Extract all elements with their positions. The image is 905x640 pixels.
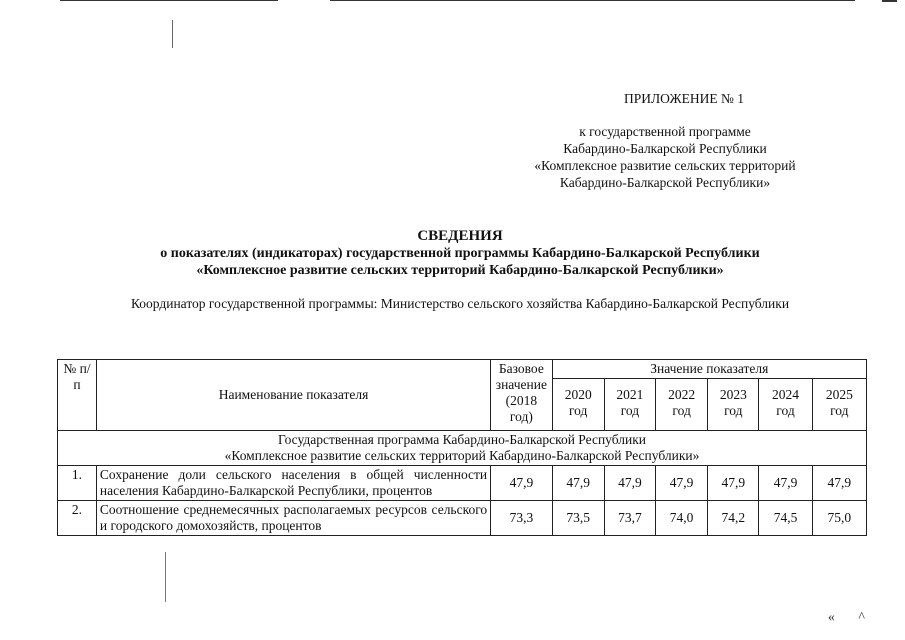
year-value: 73,7 bbox=[604, 501, 655, 536]
header-year: 2024 год bbox=[759, 379, 812, 431]
scan-artifact-vertical bbox=[165, 552, 166, 602]
table-row bbox=[58, 466, 867, 501]
header-year: 2025 год bbox=[812, 379, 866, 431]
appendix-line: Кабардино-Балкарской Республики bbox=[563, 141, 767, 156]
indicator-name: Соотношение среднемесячных располагаемых ресурсов сельского и городского домохозяйств, процентов bbox=[96, 501, 490, 536]
corner-mark: « ^ bbox=[827, 610, 875, 625]
header-name: Наименование показателя bbox=[96, 360, 490, 431]
year-value: 47,9 bbox=[604, 466, 655, 501]
scan-artifact-corner bbox=[882, 0, 897, 2]
scan-artifact-vertical bbox=[172, 20, 173, 48]
table-row bbox=[58, 501, 867, 536]
section-line: «Комплексное развитие сельских территорий Кабардино-Балкарской Республики» bbox=[224, 448, 700, 463]
indicator-name: Сохранение доли сельского населения в общей численности населения Кабардино-Балкарской Республики, процентов bbox=[96, 466, 490, 501]
year-value: 47,9 bbox=[708, 466, 759, 501]
appendix-line: «Комплексное развитие сельских территорий bbox=[534, 158, 796, 173]
appendix-title: ПРИЛОЖЕНИЕ № 1 bbox=[623, 91, 745, 106]
year-value: 74,5 bbox=[759, 501, 812, 536]
heading-subtitle-line: о показателях (индикаторах) государственной программы Кабардино-Балкарской Республики bbox=[160, 246, 760, 261]
base-value: 47,9 bbox=[491, 466, 552, 501]
heading-subtitle-line: «Комплексное развитие сельских территорий Кабардино-Балкарской Республики» bbox=[196, 263, 724, 278]
year-value: 74,2 bbox=[708, 501, 759, 536]
scan-artifact-top-right bbox=[330, 0, 855, 1]
year-value: 74,0 bbox=[656, 501, 708, 536]
year-value: 47,9 bbox=[812, 466, 866, 501]
header-base-value: Базовое значение (2018 год) bbox=[491, 360, 552, 431]
row-num: 1. bbox=[58, 466, 97, 501]
year-value: 75,0 bbox=[812, 501, 866, 536]
base-value: 73,3 bbox=[491, 501, 552, 536]
header-values-group: Значение показателя bbox=[552, 360, 866, 379]
document-heading bbox=[60, 227, 860, 279]
year-value: 47,9 bbox=[759, 466, 812, 501]
section-title bbox=[58, 431, 867, 466]
year-value: 47,9 bbox=[656, 466, 708, 501]
year-value: 73,5 bbox=[552, 501, 604, 536]
heading-title: СВЕДЕНИЯ bbox=[417, 228, 503, 244]
section-row bbox=[58, 431, 867, 466]
appendix-line: Кабардино-Балкарской Республики» bbox=[559, 175, 771, 190]
appendix-block bbox=[520, 90, 810, 191]
coordinator-text: Координатор государственной программы: Министерство сельского хозяйства Кабардино-Балкарской Республики bbox=[130, 296, 790, 311]
scan-artifact-top-left bbox=[60, 0, 278, 1]
table-header-row bbox=[58, 360, 867, 379]
indicators-table bbox=[57, 359, 867, 536]
year-value: 47,9 bbox=[552, 466, 604, 501]
row-num: 2. bbox=[58, 501, 97, 536]
appendix-line: к государственной программе bbox=[579, 124, 751, 139]
header-num: № п/п bbox=[58, 360, 97, 431]
header-year: 2021 год bbox=[604, 379, 655, 431]
section-line: Государственная программа Кабардино-Балкарской Республики bbox=[277, 432, 647, 447]
header-year: 2023 год bbox=[708, 379, 759, 431]
header-year: 2020 год bbox=[552, 379, 604, 431]
header-year: 2022 год bbox=[656, 379, 708, 431]
